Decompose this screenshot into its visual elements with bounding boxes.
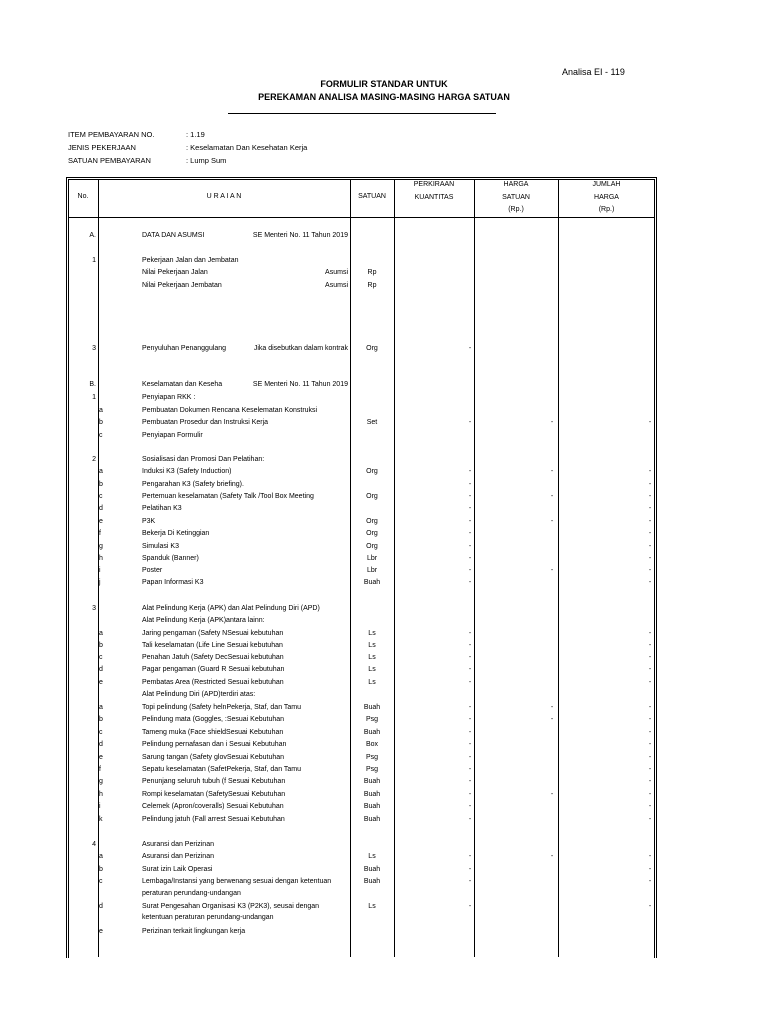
row-description: Pertemuan keselamatan (Safety Talk /Tool Box Meeting: [142, 493, 314, 500]
row-harga-satuan: -: [550, 493, 554, 500]
row-description: Sosialisasi dan Promosi Dan Pelatihan:: [142, 456, 265, 463]
row-sub-letter: d: [99, 666, 103, 673]
row-description: Penunjang seluruh tubuh (f Sesuai Kebutuhan: [142, 778, 286, 785]
row-sub-letter: c: [99, 654, 103, 661]
row-number: 1: [92, 257, 96, 264]
row-satuan: Ls: [368, 654, 376, 661]
row-sub-letter: i: [99, 567, 101, 574]
row-kuantitas: -: [468, 530, 472, 537]
row-description: Pelindung pernafasan dan i Sesuai Kebutuhan: [142, 741, 287, 748]
row-description: Pembuatan Dokumen Rencana Keselematan Konstruksi: [142, 407, 318, 414]
row-description: Penyuluhan Penanggulang: [142, 345, 227, 352]
header-satuan: SATUAN: [358, 193, 386, 200]
row-satuan: Buah: [363, 579, 381, 586]
row-kuantitas: -: [468, 579, 472, 586]
meta-jenis-label: JENIS PEKERJAAN: [68, 143, 136, 152]
row-kuantitas: -: [468, 555, 472, 562]
row-description: Celemek (Apron/coveralls) Sesuai Kebutuhan: [142, 803, 284, 810]
row-satuan: Ls: [368, 679, 376, 686]
row-sub-letter: e: [99, 679, 103, 686]
row-satuan: Rp: [367, 282, 377, 289]
row-satuan: Ls: [368, 642, 376, 649]
row-satuan: Org: [366, 530, 378, 537]
row-satuan: Buah: [363, 778, 381, 785]
row-description: Tali keselamatan (Life Line Sesuai kebutuhan: [142, 642, 283, 649]
row-description: Tameng muka (Face shieldSesuai Kebutuhan: [142, 729, 284, 736]
row-description: Alat Pelindung Kerja (APK)antara lainn:: [142, 617, 265, 624]
row-jumlah-harga: -: [648, 481, 652, 488]
header-jumlah-harga: [558, 179, 655, 217]
page-subtitle: PEREKAMAN ANALISA MASING-MASING HARGA SATUAN: [258, 92, 510, 102]
row-description: Penyiapan Formulir: [142, 432, 203, 439]
row-description: Alat Pelindung Kerja (APK) dan Alat Pelindung Diri (APD): [142, 605, 320, 612]
row-kuantitas: -: [468, 754, 472, 761]
row-description: Pembuatan Prosedur dan Instruksi Kerja: [142, 419, 269, 426]
header-uraian: U R A I A N: [206, 193, 242, 200]
row-satuan: Ls: [368, 903, 376, 910]
row-number: 4: [92, 841, 96, 848]
header-divider: [68, 217, 655, 218]
row-kuantitas: -: [468, 630, 472, 637]
row-jumlah-harga: -: [648, 543, 652, 550]
row-jumlah-harga: -: [648, 567, 652, 574]
row-description: Surat Pengesahan Organisasi K3 (P2K3), seusai dengan: [142, 903, 320, 910]
meta-satuan-value: : Lump Sum: [186, 156, 227, 165]
row-jumlah-harga: -: [648, 630, 652, 637]
header-jumlah-line2: HARGA: [594, 193, 619, 201]
row-sub-letter: a: [99, 704, 103, 711]
row-jumlah-harga: -: [648, 555, 652, 562]
row-description: Induksi K3 (Safety Induction): [142, 468, 232, 475]
row-jumlah-harga: -: [648, 505, 652, 512]
row-kuantitas: -: [468, 642, 472, 649]
row-jumlah-harga: -: [648, 754, 652, 761]
row-kuantitas: -: [468, 878, 472, 885]
row-sub-letter: h: [99, 555, 103, 562]
row-number: 2: [92, 456, 96, 463]
row-satuan: Lbr: [366, 555, 378, 562]
row-sub-letter: c: [99, 729, 103, 736]
row-kuantitas: -: [468, 493, 472, 500]
row-satuan: Buah: [363, 816, 381, 823]
row-jumlah-harga: -: [648, 654, 652, 661]
row-kuantitas: -: [468, 543, 472, 550]
row-harga-satuan: -: [550, 716, 554, 723]
row-description: Nilai Pekerjaan Jalan: [142, 269, 208, 276]
row-jumlah-harga: -: [648, 816, 652, 823]
row-kuantitas: -: [468, 505, 472, 512]
row-jumlah-harga: -: [648, 530, 652, 537]
row-description: Poster: [142, 567, 163, 574]
col-divider: [474, 179, 475, 957]
row-kuantitas: -: [468, 729, 472, 736]
header-no: No.: [77, 193, 89, 200]
row-description: P3K: [142, 518, 156, 525]
row-jumlah-harga: -: [648, 741, 652, 748]
row-harga-satuan: -: [550, 704, 554, 711]
row-jumlah-harga: -: [648, 878, 652, 885]
row-description: Pekerjaan Jalan dan Jembatan: [142, 257, 239, 264]
row-kuantitas: -: [468, 704, 472, 711]
row-jumlah-harga: -: [648, 679, 652, 686]
row-kuantitas: -: [468, 903, 472, 910]
row-sub-letter: c: [99, 878, 103, 885]
row-note: Asumsi: [325, 269, 348, 276]
row-kuantitas: -: [468, 778, 472, 785]
row-description: Keselamatan dan Keseha: [142, 381, 223, 388]
row-jumlah-harga: -: [648, 853, 652, 860]
row-sub-letter: b: [99, 716, 103, 723]
row-satuan: Rp: [367, 269, 377, 276]
row-description: Pembatas Area (Restricted Sesuai kebutuhan: [142, 679, 284, 686]
row-sub-letter: f: [99, 766, 101, 773]
row-kuantitas: -: [468, 518, 472, 525]
row-description: Penyiapan RKK :: [142, 394, 196, 401]
row-sub-letter: e: [99, 518, 103, 525]
row-jumlah-harga: -: [648, 579, 652, 586]
row-sub-letter: b: [99, 419, 103, 426]
row-kuantitas: -: [468, 816, 472, 823]
title-underline: [228, 113, 496, 114]
row-satuan: Psg: [365, 716, 379, 723]
row-satuan: Buah: [363, 866, 381, 873]
row-jumlah-harga: -: [648, 704, 652, 711]
row-description: Lembaga/Instansi yang berwenang sesuai dengan ketentuan: [142, 878, 332, 885]
row-kuantitas: -: [468, 791, 472, 798]
row-jumlah-harga: -: [648, 518, 652, 525]
row-satuan: Buah: [363, 803, 381, 810]
row-kuantitas: -: [468, 853, 472, 860]
row-kuantitas: -: [468, 666, 472, 673]
meta-satuan-label: SATUAN PEMBAYARAN: [68, 156, 151, 165]
row-satuan: Ls: [368, 666, 376, 673]
meta-jenis-value: : Keselamatan Dan Kesehatan Kerja: [186, 143, 308, 152]
row-satuan: Org: [366, 493, 378, 500]
row-satuan: Ls: [368, 853, 376, 860]
row-description: ketentuan peraturan perundang-undangan: [142, 914, 274, 921]
row-sub-letter: a: [99, 853, 103, 860]
row-sub-letter: e: [99, 754, 103, 761]
row-description: Asuransi dan Perizinan: [142, 841, 214, 848]
row-description: Spanduk (Banner): [142, 555, 199, 562]
row-sub-letter: f: [99, 530, 101, 537]
row-sub-letter: b: [99, 481, 103, 488]
row-jumlah-harga: -: [648, 766, 652, 773]
row-kuantitas: -: [468, 741, 472, 748]
row-kuantitas: -: [468, 866, 472, 873]
meta-item-value: : 1.19: [186, 130, 205, 139]
row-description: Surat izin Laik Operasi: [142, 866, 213, 873]
row-sub-letter: b: [99, 866, 103, 873]
row-satuan: Buah: [363, 791, 381, 798]
header-harga-line2: SATUAN: [502, 193, 530, 201]
row-satuan: Buah: [363, 729, 381, 736]
row-sub-letter: a: [99, 630, 103, 637]
header-jumlah-line3: (Rp.): [598, 206, 615, 213]
row-number: 1: [92, 394, 96, 401]
row-jumlah-harga: -: [648, 729, 652, 736]
row-sub-letter: c: [99, 432, 103, 439]
row-harga-satuan: -: [550, 853, 554, 860]
row-satuan: Set: [366, 419, 378, 426]
header-harga-satuan: [474, 179, 558, 217]
row-kuantitas: -: [468, 468, 472, 475]
row-note: Jika disebutkan dalam kontrak: [253, 345, 348, 352]
row-jumlah-harga: -: [648, 642, 652, 649]
row-description: Simulasi K3: [142, 543, 179, 550]
row-kuantitas: -: [468, 567, 472, 574]
meta-item-label: ITEM PEMBAYARAN NO.: [68, 130, 155, 139]
row-satuan: Buah: [363, 878, 381, 885]
row-harga-satuan: -: [550, 791, 554, 798]
row-number: A.: [89, 232, 96, 239]
row-number: B.: [89, 381, 96, 388]
row-harga-satuan: -: [550, 468, 554, 475]
row-kuantitas: -: [468, 345, 472, 352]
row-harga-satuan: -: [550, 567, 554, 574]
row-satuan: Org: [366, 518, 378, 525]
col-divider: [394, 179, 395, 957]
row-description: Pengarahan K3 (Safety briefing).: [142, 481, 244, 488]
row-description: Papan Informasi K3: [142, 579, 204, 586]
row-number: 3: [92, 345, 96, 352]
row-sub-letter: k: [99, 816, 103, 823]
row-kuantitas: -: [468, 679, 472, 686]
header-kuantitas-line1: PERKIRAAN: [413, 181, 455, 188]
row-satuan: Box: [365, 741, 379, 748]
row-jumlah-harga: -: [648, 716, 652, 723]
row-satuan: Buah: [363, 704, 381, 711]
row-note: Asumsi: [325, 282, 348, 289]
row-description: Sepatu keselamatan (SafetPekerja, Staf, dan Tamu: [142, 766, 302, 773]
row-sub-letter: g: [99, 778, 103, 785]
row-description: Sarung tangan (Safety glovSesuai Kebutuhan: [142, 754, 285, 761]
row-sub-letter: d: [99, 741, 103, 748]
row-kuantitas: -: [468, 654, 472, 661]
row-number: 3: [92, 605, 96, 612]
row-harga-satuan: -: [550, 419, 554, 426]
row-description: Rompi keselamatan (SafetySesuai Kebutuhan: [142, 791, 286, 798]
header-harga-line3: (Rp.): [508, 206, 524, 213]
row-jumlah-harga: -: [648, 866, 652, 873]
row-satuan: Psg: [365, 754, 379, 761]
row-kuantitas: -: [468, 481, 472, 488]
row-description: Pelindung mata (Goggles, :Sesuai Kebutuhan: [142, 716, 285, 723]
row-description: Asuransi dan Perizinan: [142, 853, 214, 860]
row-note: SE Menteri No. 11 Tahun 2019: [252, 381, 348, 388]
row-kuantitas: -: [468, 766, 472, 773]
document-code: Analisa EI - 119: [562, 67, 625, 77]
row-jumlah-harga: -: [648, 791, 652, 798]
row-jumlah-harga: -: [648, 778, 652, 785]
header-harga-line1: HARGA: [503, 181, 529, 188]
row-jumlah-harga: -: [648, 468, 652, 475]
row-sub-letter: a: [99, 407, 103, 414]
row-description: Topi pelindung (Safety helnPekerja, Staf, dan Tamu: [142, 704, 302, 711]
row-sub-letter: c: [99, 493, 103, 500]
row-description: Nilai Pekerjaan Jembatan: [142, 282, 222, 289]
row-sub-letter: d: [99, 505, 103, 512]
row-sub-letter: i: [99, 803, 101, 810]
row-sub-letter: d: [99, 903, 103, 910]
row-description: peraturan perundang-undangan: [142, 890, 241, 897]
row-kuantitas: -: [468, 716, 472, 723]
header-kuantitas-line2: KUANTITAS: [414, 193, 454, 201]
row-satuan: Org: [366, 543, 378, 550]
row-satuan: Psg: [365, 766, 379, 773]
row-kuantitas: -: [468, 419, 472, 426]
row-description: Penahan Jatuh (Safety DecSesuai kebutuhan: [142, 654, 284, 661]
row-jumlah-harga: -: [648, 803, 652, 810]
row-note: SE Menteri No. 11 Tahun 2019: [252, 232, 348, 239]
header-jumlah-line1: JUMLAH: [592, 181, 621, 188]
row-sub-letter: j: [99, 579, 101, 586]
row-sub-letter: e: [99, 928, 103, 935]
row-description: Pelindung jatuh (Fall arrest Sesuai Kebutuhan: [142, 816, 285, 823]
col-divider: [558, 179, 559, 957]
row-description: Alat Pelindung Diri (APD)terdiri atas:: [142, 691, 256, 698]
row-harga-satuan: -: [550, 518, 554, 525]
row-description: Pelatihan K3: [142, 505, 182, 512]
page-title: FORMULIR STANDAR UNTUK: [320, 79, 448, 89]
row-description: Bekerja Di Ketinggian: [142, 530, 210, 537]
row-description: DATA DAN ASUMSI: [142, 232, 205, 239]
row-sub-letter: a: [99, 468, 103, 475]
row-sub-letter: h: [99, 791, 103, 798]
row-sub-letter: b: [99, 642, 103, 649]
header-kuantitas: [394, 179, 474, 204]
row-sub-letter: g: [99, 543, 103, 550]
row-jumlah-harga: -: [648, 666, 652, 673]
row-description: Pagar pengaman (Guard R Sesuai kebutuhan: [142, 666, 285, 673]
row-satuan: Lbr: [366, 567, 378, 574]
row-jumlah-harga: -: [648, 493, 652, 500]
row-satuan: Org: [366, 345, 378, 352]
row-jumlah-harga: -: [648, 903, 652, 910]
row-description: Perizinan terkait lingkungan kerja: [142, 928, 246, 935]
row-kuantitas: -: [468, 803, 472, 810]
row-description: Jaring pengaman (Safety NSesuai kebutuhan: [142, 630, 284, 637]
row-satuan: Org: [366, 468, 378, 475]
row-satuan: Ls: [368, 630, 376, 637]
row-jumlah-harga: -: [648, 419, 652, 426]
